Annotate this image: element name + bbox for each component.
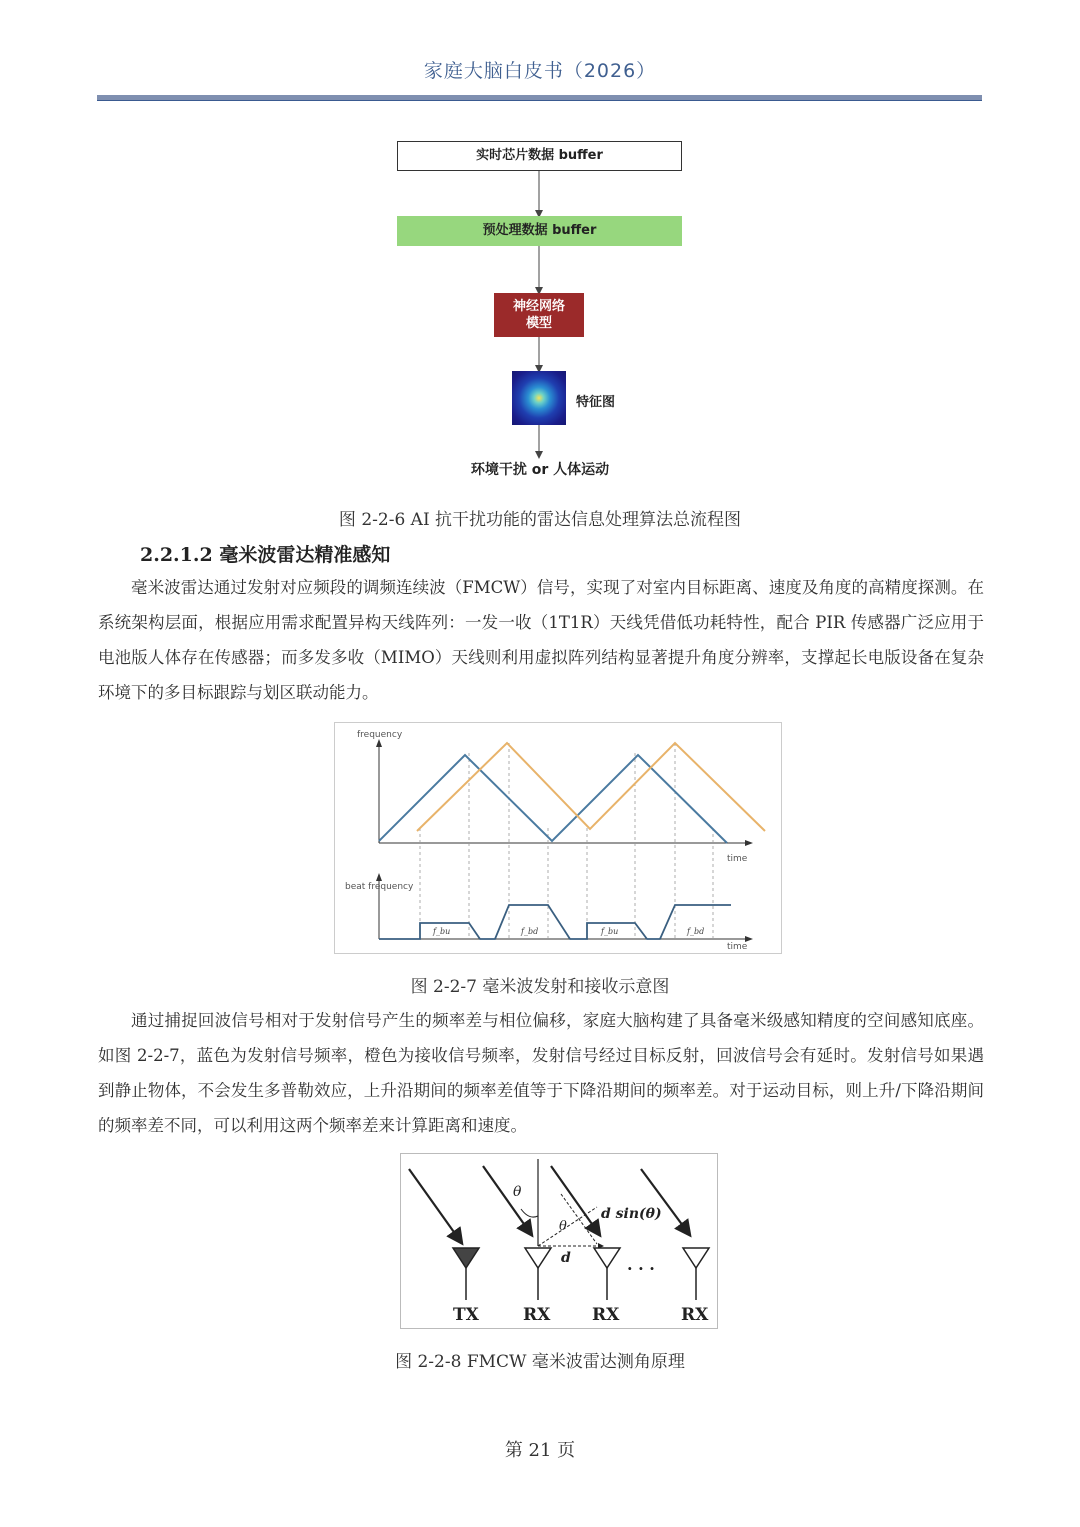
preprocess-buffer-box: 预处理数据 buffer	[397, 216, 682, 246]
rx-label-2: RX	[592, 1305, 620, 1325]
neural-network-box	[494, 293, 584, 337]
nn-label-line2: 模型	[525, 316, 552, 331]
angle-measurement-diagram	[401, 1154, 717, 1328]
rx-antenna-icon-1	[525, 1248, 551, 1268]
header-rule	[97, 95, 982, 101]
realtime-buffer-box: 实时芯片数据 buffer	[397, 141, 682, 171]
running-header-title: 家庭大脑白皮书（2026）	[423, 60, 657, 82]
angle-measurement-figure	[400, 1153, 718, 1329]
section-heading: 2.2.1.2 毫米波雷达精准感知	[140, 544, 391, 566]
ellipsis-dots: · · ·	[627, 1259, 655, 1278]
figure-caption-2-2-7: 图 2-2-7 毫米波发射和接收示意图	[410, 977, 670, 997]
rx-label-1: RX	[523, 1305, 551, 1325]
wave-arrow-4	[641, 1169, 689, 1234]
theta-label-1: θ	[513, 1184, 522, 1200]
spacing-label: d	[561, 1250, 571, 1266]
paragraph-2-text: 通过捕捉回波信号相对于发射信号产生的频率差与相位偏移，家庭大脑构建了具备毫米级感知精度的空间感知底座。如图 2-2-7，蓝色为发射信号频率，橙色为接收信号频率，发射信号经过目标反射，回波信号会有延时。发射信号如果遇到静止物体，不会发生多普勒效应，上升沿期间的频率差值等于下降沿期间的频率差。对于运动目标，则上升/下降沿期间的频率差不同，可以利用这两个频率差来计算距离和速度。	[98, 1011, 984, 1135]
beat-frequency-line	[379, 905, 731, 939]
top-x-arrow	[745, 840, 753, 846]
feature-map-label: 特征图	[576, 395, 616, 410]
fmcw-signal-figure	[334, 722, 782, 954]
figure-caption-2-2-6: 图 2-2-6 AI 抗干扰功能的雷达信息处理算法总流程图	[338, 510, 742, 530]
segment-label-3: f_bu	[601, 927, 619, 936]
body-paragraph-2	[98, 1003, 984, 1143]
guide-lines	[420, 743, 713, 938]
output-label: 环境干扰 or 人体运动	[470, 462, 610, 478]
theta-arc	[521, 1209, 538, 1217]
feature-map-image	[512, 371, 566, 425]
segment-label-1: f_bu	[433, 927, 451, 936]
bottom-xlabel: time	[727, 942, 748, 952]
theta-label-2: θ	[559, 1219, 567, 1234]
rx-label-3: RX	[681, 1305, 709, 1325]
fmcw-signal-diagram	[335, 723, 781, 953]
bottom-ylabel: beat frequency	[345, 882, 414, 892]
dsin-label: d sin(θ)	[601, 1206, 662, 1222]
top-ylabel: frequency	[357, 730, 403, 740]
flowchart-figure	[300, 135, 780, 495]
wave-arrow-1	[409, 1169, 461, 1242]
nn-label-line1: 神经网络	[512, 299, 565, 314]
segment-label-4: f_bd	[687, 927, 705, 936]
paragraph-1-text: 毫米波雷达通过发射对应频段的调频连续波（FMCW）信号，实现了对室内目标距离、速度及角度的高精度探测。在系统架构层面，根据应用需求配置异构天线阵列：一发一收（1T1R）天线凭借低功耗特性，配合 PIR 传感器广泛应用于电池版人体存在传感器；而多发多收（MIMO）天线则利用虚拟阵列结构显著提升角度分辨率，支撑起长电版设备在复杂环境下的多目标跟踪与划区联动能力。	[98, 578, 984, 702]
tx-antenna-icon	[453, 1248, 479, 1268]
top-xlabel: time	[727, 854, 748, 864]
top-y-arrow	[376, 739, 382, 747]
projection-line	[538, 1207, 597, 1246]
page-number: 第 21 页	[504, 1440, 576, 1461]
wave-arrow-2	[483, 1166, 531, 1234]
bottom-y-arrow	[376, 873, 382, 881]
rx-signal-line	[417, 743, 765, 831]
body-paragraph-1	[98, 570, 984, 710]
segment-label-2: f_bd	[521, 927, 539, 936]
figure-caption-2-2-8: 图 2-2-8 FMCW 毫米波雷达测角原理	[395, 1352, 685, 1372]
rx-antenna-icon-2	[594, 1248, 620, 1268]
rx-antenna-icon-3	[683, 1248, 709, 1268]
tx-label: TX	[453, 1305, 479, 1325]
